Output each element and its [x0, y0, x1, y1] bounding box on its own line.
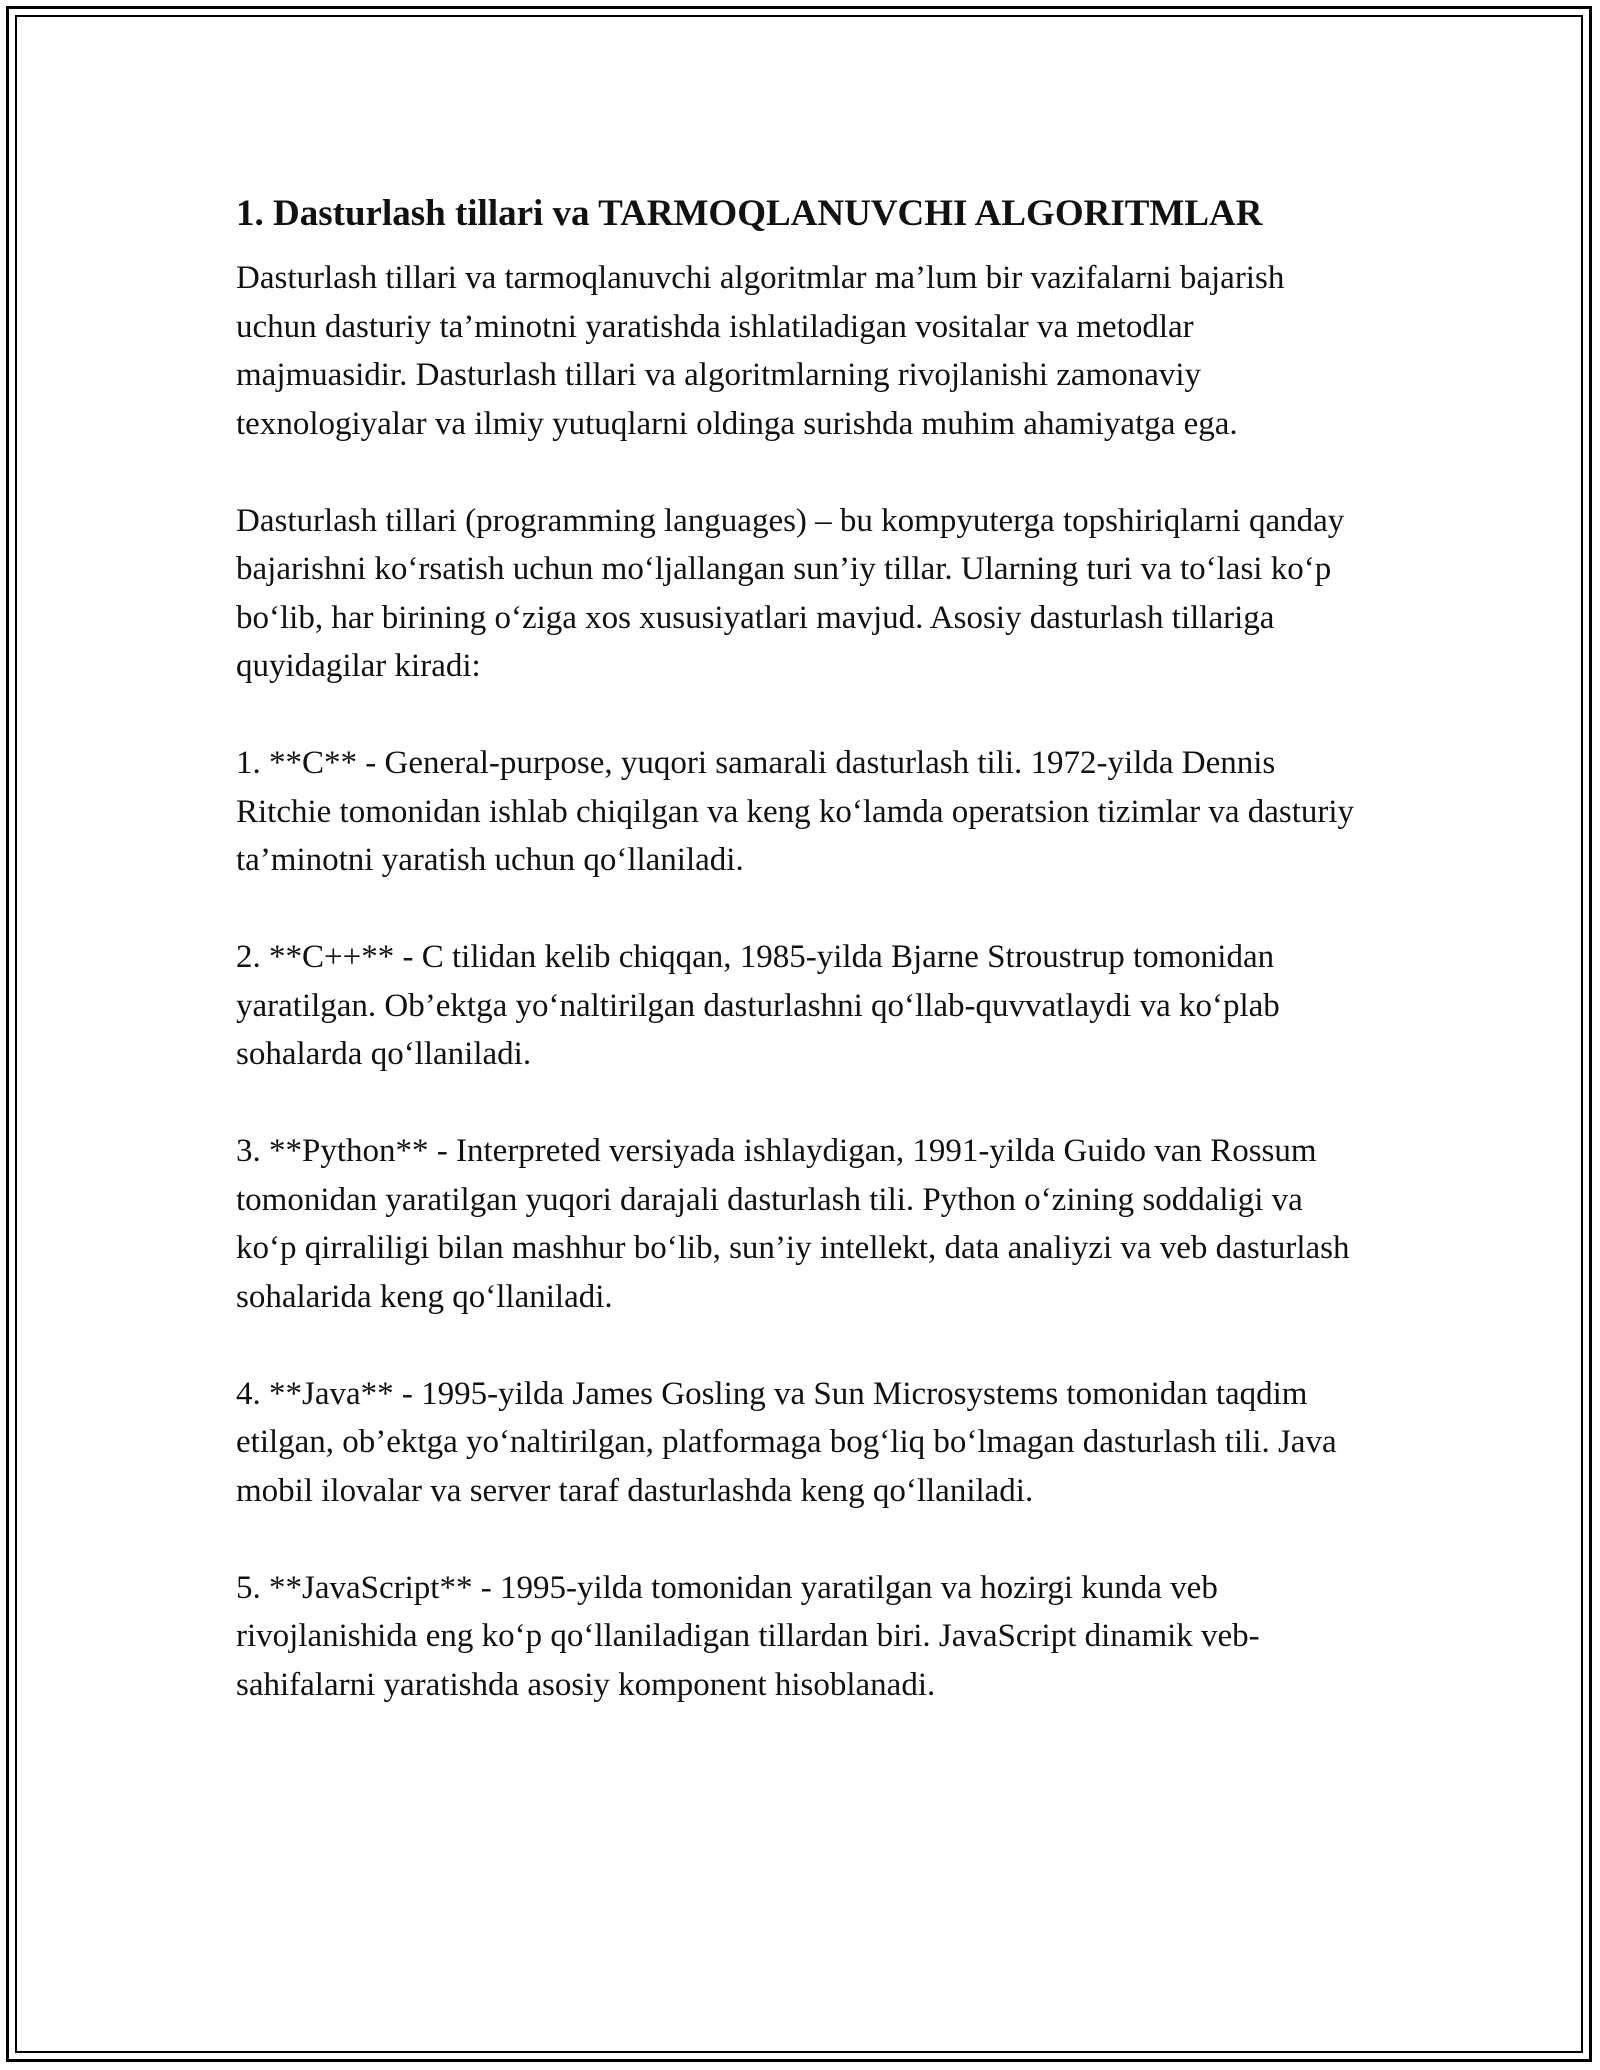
languages-paragraph: Dasturlash tillari (programming languages) – bu kompyuterga topshiriqlarni qanday bajarishni koʻrsatish uchun moʻljallangan sun’iy tillar. Ularning turi va toʻlasi koʻp boʻlib, har birining oʻziga xos xususiyatlari mavjud. Asosiy dasturlash tillariga quyidagilar kiradi: — [236, 502, 1345, 684]
list-item-c: 1. **C** - General-purpose, yuqori samarali dasturlash tili. 1972-yilda Dennis Ritchie tomonidan ishlab chiqilgan va keng koʻlamda operatsion tizimlar va dasturiy ta’minotni yaratish uchun qoʻllaniladi. — [236, 745, 1355, 878]
intro-paragraph: Dasturlash tillari va tarmoqlanuvchi algoritmlar ma’lum bir vazifalarni bajarish uchun dasturiy ta’minotni yaratishda ishlatiladigan vositalar va metodlar majmuasidir. Dasturlash tillari va algoritmlarning rivojlanishi zamonaviy texnologiyalar va ilmiy yutuqlarni oldinga surishda muhim ahamiyatga ega. — [236, 260, 1285, 442]
list-item-javascript: 5. **JavaScript** - 1995-yilda tomonidan yaratilgan va hozirgi kunda veb rivojlanishida eng koʻp qoʻllaniladigan tillardan biri. JavaScript dinamik veb-sahifalarni yaratishda asosiy komponent hisoblanadi. — [236, 1569, 1260, 1703]
list-item-python: 3. **Python** - Interpreted versiyada ishlaydigan, 1991-yilda Guido van Rossum tomonidan yaratilgan yuqori darajali dasturlash tili. Python oʻzining soddaligi va koʻp qirraliligi bilan mashhur boʻlib, sun’iy intellekt, data analiyzi va veb dasturlash sohalarida keng qoʻllaniladi. — [236, 1133, 1350, 1315]
document-title: 1. Dasturlash tillari va TARMOQLANUVCHI ALGORITMLAR — [236, 193, 1263, 234]
list-item-cpp: 2. **C++** - C tilidan kelib chiqqan, 1985-yilda Bjarne Stroustrup tomonidan yaratilgan. Ob’ektga yoʻnaltirilgan dasturlashni qoʻllab-quvvatlaydi va koʻplab sohalarda qoʻllaniladi. — [236, 939, 1280, 1072]
list-item-java: 4. **Java** - 1995-yilda James Gosling va Sun Microsystems tomonidan taqdim etilgan, ob’ektga yoʻnaltirilgan, platformaga bogʻliq boʻlmagan dasturlash tili. Java mobil ilovalar va server taraf dasturlashda keng qoʻllaniladi. — [236, 1375, 1337, 1509]
document-body — [236, 188, 1366, 1709]
